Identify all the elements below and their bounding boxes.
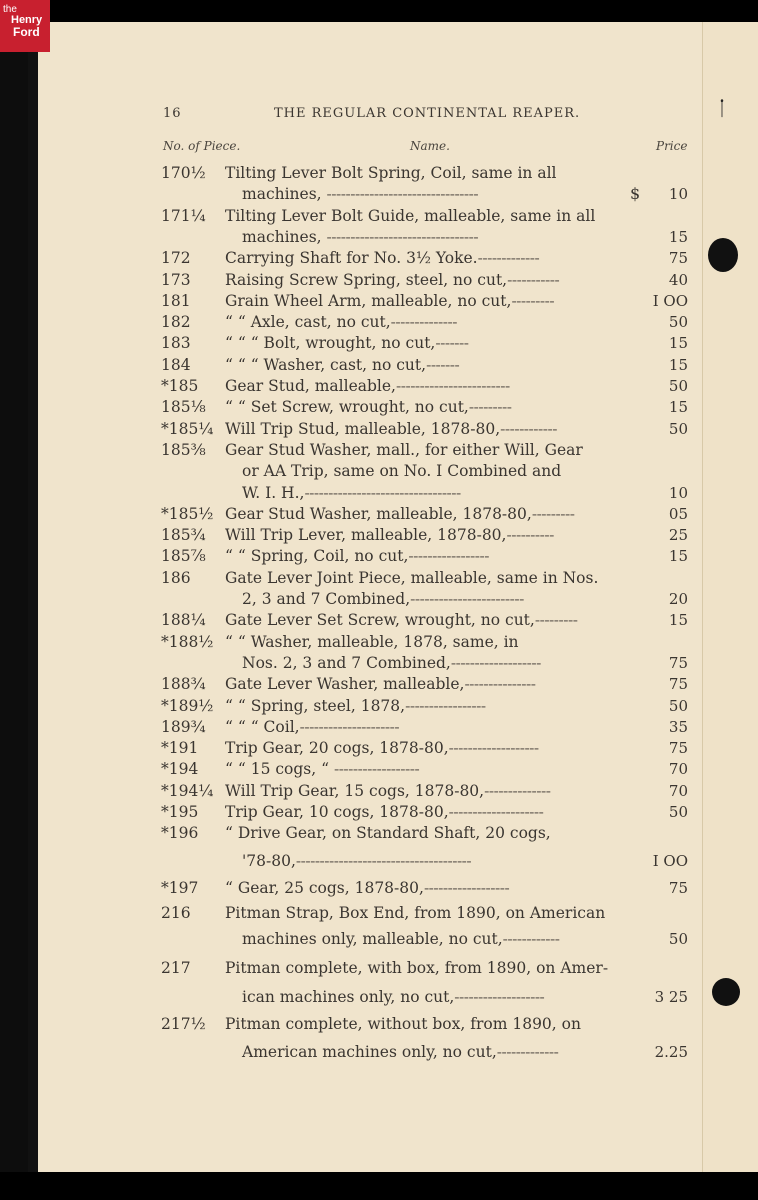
piece-number: 185¾ [161,526,206,544]
dot-leader: ------------------------ [395,377,510,395]
currency-symbol: $ [630,184,641,203]
piece-name [242,228,478,246]
piece-name-text: Pitman complete, without box, from 1890, on [225,1015,581,1033]
piece-price: 20 [668,590,688,608]
piece-price: I OO [652,292,688,310]
dot-leader: ------- [435,334,469,352]
piece-name-text: American machines only, no cut, [242,1043,497,1061]
piece-name [225,569,598,587]
piece-price: 35 [668,718,688,736]
piece-price: 3 25 [654,988,688,1006]
piece-price: 75 [668,879,688,897]
piece-name [225,441,583,459]
piece-name [242,654,541,672]
piece-name [242,1043,558,1061]
piece-number: 217½ [161,1015,206,1033]
piece-name-text: Will Trip Lever, malleable, 1878-80, [225,526,507,544]
piece-number: 185⅞ [161,547,206,565]
piece-name-text: machines, [242,185,327,203]
piece-name-text: machines, [242,228,327,246]
piece-name-text: W. I. H., [242,484,305,502]
piece-price: 10 [668,484,688,502]
piece-number: 185⅜ [161,441,206,459]
dot-leader: --------- [534,611,578,629]
dot-leader: ------------------------ [410,590,524,608]
piece-name-text: “ “ “ Bolt, wrought, no cut, [225,334,436,352]
piece-number: 171¼ [161,207,206,225]
dot-leader: ------------------- [454,988,545,1006]
binding-hole [712,978,740,1006]
piece-name-text: 2, 3 and 7 Combined, [242,590,411,608]
piece-number: 182 [161,313,191,331]
page-number: 16 [163,106,182,121]
piece-name-text: Nos. 2, 3 and 7 Combined, [242,654,451,672]
dot-leader: ----------------- [405,697,486,715]
piece-price: 50 [668,420,688,438]
piece-name-text: “ “ Set Screw, wrought, no cut, [225,398,469,416]
piece-number: *185¼ [161,420,214,438]
piece-name [225,697,486,715]
piece-name [225,420,557,438]
piece-name [225,879,509,897]
scan-border-top [0,0,758,22]
piece-price: 50 [668,930,688,948]
dot-leader: -------------- [484,782,551,800]
piece-number: *185½ [161,505,214,523]
piece-price: 50 [668,697,688,715]
piece-price: 15 [668,398,688,416]
piece-price: 40 [668,271,688,289]
piece-name-text: “ “ Spring, Coil, no cut, [225,547,409,565]
piece-name-text: “ “ Axle, cast, no cut, [225,313,391,331]
piece-price: 75 [668,249,688,267]
column-header-number: No. of Piece. [163,139,241,153]
piece-price: 15 [668,547,688,565]
piece-number: 188¾ [161,675,206,693]
piece-name [225,207,595,225]
document-page [38,22,702,1172]
piece-name [225,718,399,736]
piece-name [225,782,550,800]
logo-text: Henry [11,14,43,26]
piece-name [225,334,469,352]
piece-name-text: Pitman complete, with box, from 1890, on Amer- [225,959,609,977]
dot-leader: ----------- [507,271,560,289]
piece-name-text: “ “ 15 cogs, “ [225,760,334,778]
piece-name-text: “ “ Washer, malleable, 1878, same, in [225,633,519,651]
piece-name [242,462,561,480]
piece-name-text: “ “ “ Coil, [225,718,300,736]
piece-name [242,484,461,502]
piece-name [225,760,419,778]
piece-number: 170½ [161,164,206,182]
piece-name-text: Pitman Strap, Box End, from 1890, on American [225,904,606,922]
piece-name-text: “ Gear, 25 cogs, 1878-80, [225,879,424,897]
piece-name [225,505,574,523]
piece-name-text: Tilting Lever Bolt Guide, malleable, same in all [225,207,596,225]
piece-price: 15 [668,334,688,352]
piece-name [225,959,608,977]
piece-number: 186 [161,569,191,587]
piece-number: 217 [161,959,191,977]
piece-price: 05 [668,505,688,523]
piece-number: *188½ [161,633,214,651]
dot-leader: -------------- [390,313,457,331]
piece-name [225,271,559,289]
column-header-name: Name. [410,139,450,153]
piece-name [225,292,554,310]
column-header-price: Price [656,139,688,153]
piece-name-text: ican machines only, no cut, [242,988,455,1006]
dot-leader: --------- [511,292,555,310]
piece-name-text: Grain Wheel Arm, malleable, no cut, [225,292,512,310]
piece-number: 181 [161,292,191,310]
piece-price: 25 [668,526,688,544]
dot-leader: --------------------------------- [304,484,461,502]
piece-name-text: “ “ Spring, steel, 1878, [225,697,406,715]
piece-name [225,739,539,757]
piece-name [225,803,543,821]
piece-name [242,185,478,203]
dot-leader: ------------- [477,249,540,267]
dot-leader: --------------- [464,675,536,693]
dot-leader: ------------ [500,420,557,438]
dot-leader: --------- [468,398,512,416]
piece-name [225,824,551,842]
piece-price: 2.25 [654,1043,688,1061]
scan-border-bottom [0,1172,758,1200]
piece-name [225,356,459,374]
piece-name-text: Gate Lever Set Screw, wrought, no cut, [225,611,535,629]
piece-price: 15 [668,228,688,246]
piece-price: 75 [668,675,688,693]
piece-number: 183 [161,334,191,352]
piece-number: 185⅛ [161,398,206,416]
piece-number: 189¾ [161,718,206,736]
piece-name-text: machines only, malleable, no cut, [242,930,503,948]
scan-border-left [0,0,28,1200]
dot-leader: ----------------- [408,547,489,565]
piece-name [242,590,524,608]
piece-price: 15 [668,356,688,374]
dot-leader: -------------------------------- [326,185,479,203]
piece-name [225,164,556,182]
henry-ford-logo [0,0,50,52]
piece-price: 10 [668,185,688,203]
piece-name-text: Carrying Shaft for No. 3½ Yoke. [225,249,478,267]
piece-number: *195 [161,803,199,821]
page-mark: ᛙ [716,96,728,120]
piece-name-text: Raising Screw Spring, steel, no cut, [225,271,508,289]
dot-leader: ------------------ [333,760,420,778]
piece-price: 75 [668,654,688,672]
dot-leader: -------------------- [448,803,544,821]
piece-price: 15 [668,611,688,629]
piece-name-text: Gear Stud, malleable, [225,377,396,395]
dot-leader: ------------------ [423,879,510,897]
piece-name-text: Tilting Lever Bolt Spring, Coil, same in all [225,164,557,182]
piece-name-text: Will Trip Gear, 15 cogs, 1878-80, [225,782,485,800]
piece-price: 70 [668,760,688,778]
piece-name-text: Gear Stud Washer, mall., for either Will, Gear [225,441,583,459]
piece-price: 50 [668,377,688,395]
piece-name-text: or AA Trip, same on No. I Combined and [242,462,562,480]
piece-number: *196 [161,824,199,842]
page-title: THE REGULAR CONTINENTAL REAPER. [274,106,581,121]
dot-leader: ------------ [502,930,560,948]
piece-name [225,547,489,565]
piece-name [225,1015,581,1033]
piece-price: 50 [668,803,688,821]
piece-number: *191 [161,739,199,757]
piece-name [225,675,536,693]
binding-hole [708,238,738,272]
piece-name-text: Gear Stud Washer, malleable, 1878-80, [225,505,532,523]
piece-name-text: Trip Gear, 10 cogs, 1878-80, [225,803,449,821]
piece-name [242,930,560,948]
piece-name-text: Trip Gear, 20 cogs, 1878-80, [225,739,449,757]
piece-number: 216 [161,904,191,922]
piece-name [225,377,510,395]
piece-name-text: Will Trip Stud, malleable, 1878-80, [225,420,501,438]
piece-name [225,633,519,651]
piece-number: *189½ [161,697,214,715]
piece-name [225,526,554,544]
piece-name-text: “ Drive Gear, on Standard Shaft, 20 cogs, [225,824,551,842]
piece-price: 50 [668,313,688,331]
piece-price: 70 [668,782,688,800]
dot-leader: ------------- [496,1043,559,1061]
dot-leader: ------------------------------------- [295,852,472,870]
piece-name [225,398,512,416]
dot-leader: ------------------- [448,739,539,757]
piece-price: 75 [668,739,688,757]
dot-leader: ------- [426,356,460,374]
dot-leader: ---------- [506,526,554,544]
dot-leader: -------------------------------- [326,228,479,246]
piece-name-text: '78-80, [242,852,296,870]
piece-name [225,313,457,331]
piece-name [225,611,577,629]
logo-text: the [3,4,17,15]
piece-name [242,852,471,870]
dot-leader: --------- [531,505,575,523]
piece-number: 172 [161,249,191,267]
piece-number: *194¼ [161,782,214,800]
piece-name-text: Gate Lever Washer, malleable, [225,675,465,693]
piece-name [225,249,539,267]
logo-text: Ford [13,25,40,39]
piece-number: 173 [161,271,191,289]
piece-name-text: Gate Lever Joint Piece, malleable, same in Nos. [225,569,599,587]
piece-name-text: “ “ “ Washer, cast, no cut, [225,356,427,374]
piece-name [242,988,544,1006]
piece-price: I OO [652,852,688,870]
dot-leader: ------------------- [450,654,541,672]
piece-number: *185 [161,377,199,395]
piece-number: *197 [161,879,199,897]
piece-number: 188¼ [161,611,206,629]
piece-number: 184 [161,356,191,374]
dot-leader: --------------------- [299,718,400,736]
piece-number: *194 [161,760,199,778]
piece-name [225,904,605,922]
